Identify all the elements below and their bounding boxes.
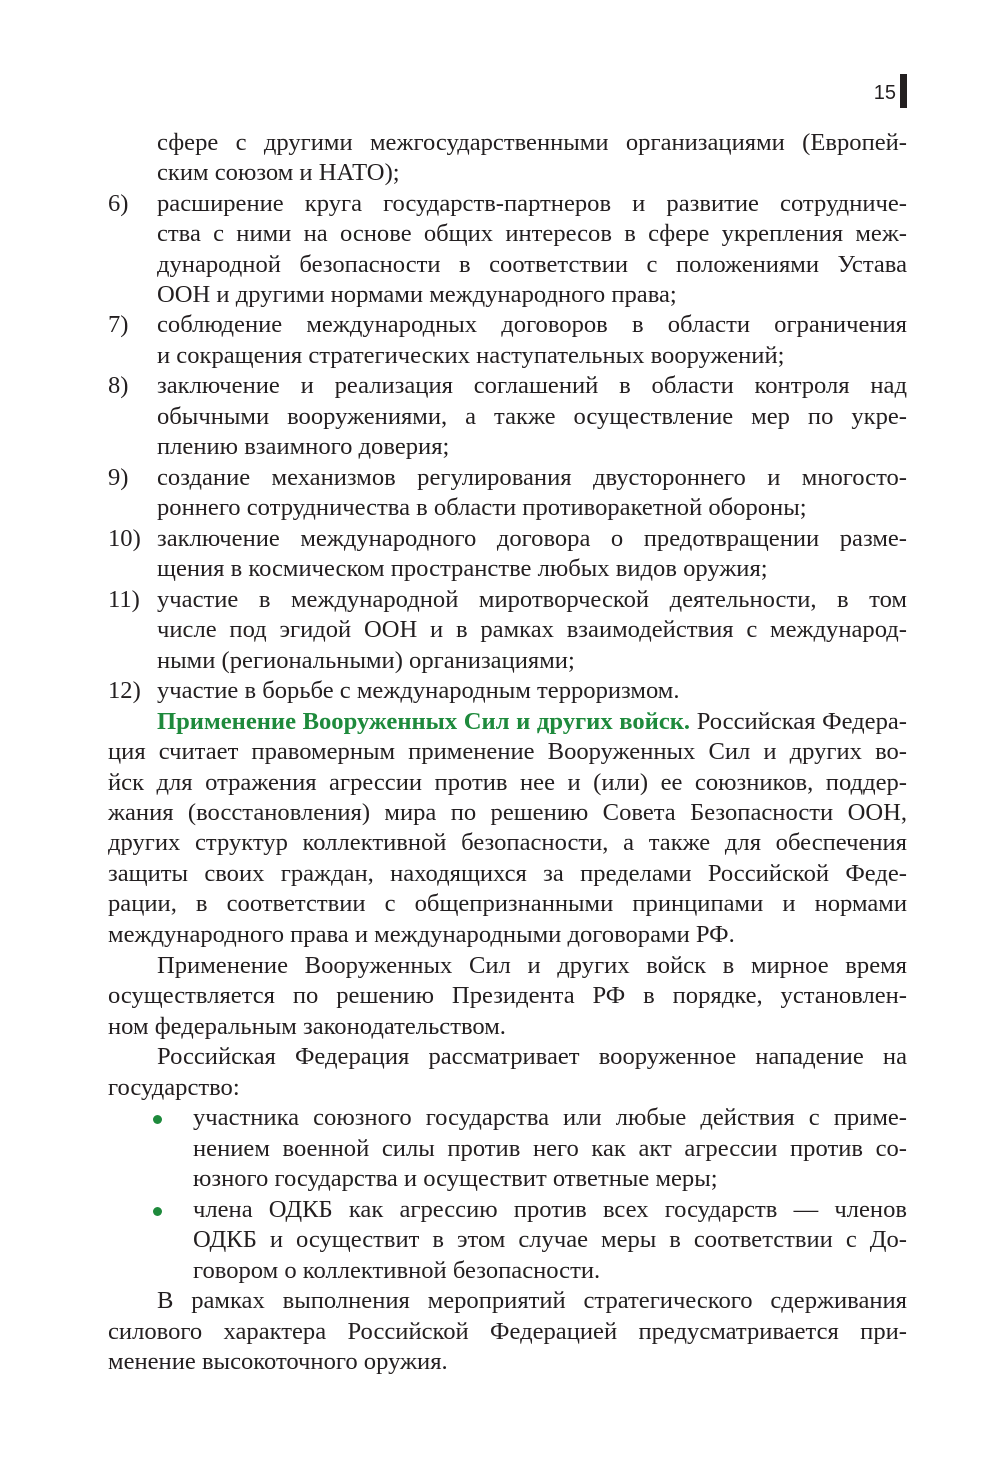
text-line: нением военной силы против него как акт агрессии против со- [193,1135,907,1162]
text-line: соблюдение международных договоров в области ограничения [157,311,907,338]
text-line: менение высокоточного оружия. [108,1348,448,1375]
list-item-number: 10) [108,525,141,552]
text-line: рации, в соответствии с общепризнанными принципами и нормами [108,890,907,917]
text-line: Российская Федерация рассматривает вооруженное нападение на [157,1043,907,1070]
text-line: дународной безопасности в соответствии с положениями Устава [157,251,907,278]
list-item-number: 6) [108,190,129,217]
bullet-dot-icon [153,1115,162,1124]
text-line: осуществляется по решению Президента РФ в порядке, установлен- [108,982,907,1009]
section-first-line-rest: Российская Федера- [690,708,908,735]
list-item-number: 9) [108,464,129,491]
text-line: создание механизмов регулирования двустороннего и многосто- [157,464,907,491]
text-line: ОДКБ и осуществит в этом случае меры в соответствии с До- [193,1226,907,1253]
text-line: силового характера Российской Федерацией предусматривается при- [108,1318,907,1345]
section-first-line [157,707,907,738]
text-line: числе под эгидой ООН и в рамках взаимодействия с международ- [157,616,907,643]
text-line: Применение Вооруженных Сил и других войск в мирное время [157,952,907,979]
list-item-number: 7) [108,311,129,338]
text-line: В рамках выполнения мероприятий стратегического сдерживания [157,1287,907,1314]
text-line: ном федеральным законодательством. [108,1013,506,1040]
list-item-number: 8) [108,372,129,399]
text-line: международного права и международными договорами РФ. [108,921,735,948]
text-line: йск для отражения агрессии против нее и (или) ее союзников, поддер- [108,769,907,796]
page-number: 15 [873,82,896,104]
text-line: члена ОДКБ как агрессию против всех государств — членов [193,1196,907,1223]
section-heading: Применение Вооруженных Сил и других войск. [157,708,691,735]
text-line: участника союзного государства или любые действия с приме- [193,1104,907,1131]
text-line: расширение круга государств-партнеров и развитие сотрудниче- [157,190,907,217]
text-line: государство: [108,1074,240,1101]
text-line: заключение международного договора о предотвращении разме- [157,525,907,552]
text-line: ским союзом и НАТО); [157,159,400,186]
text-line: жания (восстановления) мира по решению Совета Безопасности ООН, [108,799,907,826]
text-line: говором о коллективной безопасности. [193,1257,601,1284]
text-line: ООН и другими нормами международного права; [157,281,677,308]
text-line: и сокращения стратегических наступательных вооружений; [157,342,785,369]
text-line: защиты своих граждан, находящихся за пределами Российской Феде- [108,860,907,887]
page-number-bar [900,74,907,108]
text-line: щения в космическом пространстве любых видов оружия; [157,555,768,582]
text-line: участие в борьбе с международным терроризмом. [157,677,680,704]
text-line: ства с ними на основе общих интересов в сфере укрепления меж- [157,220,907,247]
list-item-number: 12) [108,677,141,704]
list-item-number: 11) [108,586,140,613]
bullet-dot-icon [153,1207,162,1216]
text-line: участие в международной миротворческой деятельности, в том [157,586,907,613]
text-line: ными (региональными) организациями; [157,647,575,674]
text-line: ция считает правомерным применение Вооруженных Сил и других во- [108,738,907,765]
text-line: других структур коллективной безопасности, а также для обеспечения [108,829,907,856]
text-line: роннего сотрудничества в области противоракетной обороны; [157,494,807,521]
text-line: сфере с другими межгосударственными организациями (Европей- [157,129,907,156]
text-line: плению взаимного доверия; [157,433,450,460]
text-line: обычными вооружениями, а также осуществление мер по укре- [157,403,907,430]
text-line: юзного государства и осуществит ответные меры; [193,1165,718,1192]
text-line: заключение и реализация соглашений в области контроля над [157,372,907,399]
